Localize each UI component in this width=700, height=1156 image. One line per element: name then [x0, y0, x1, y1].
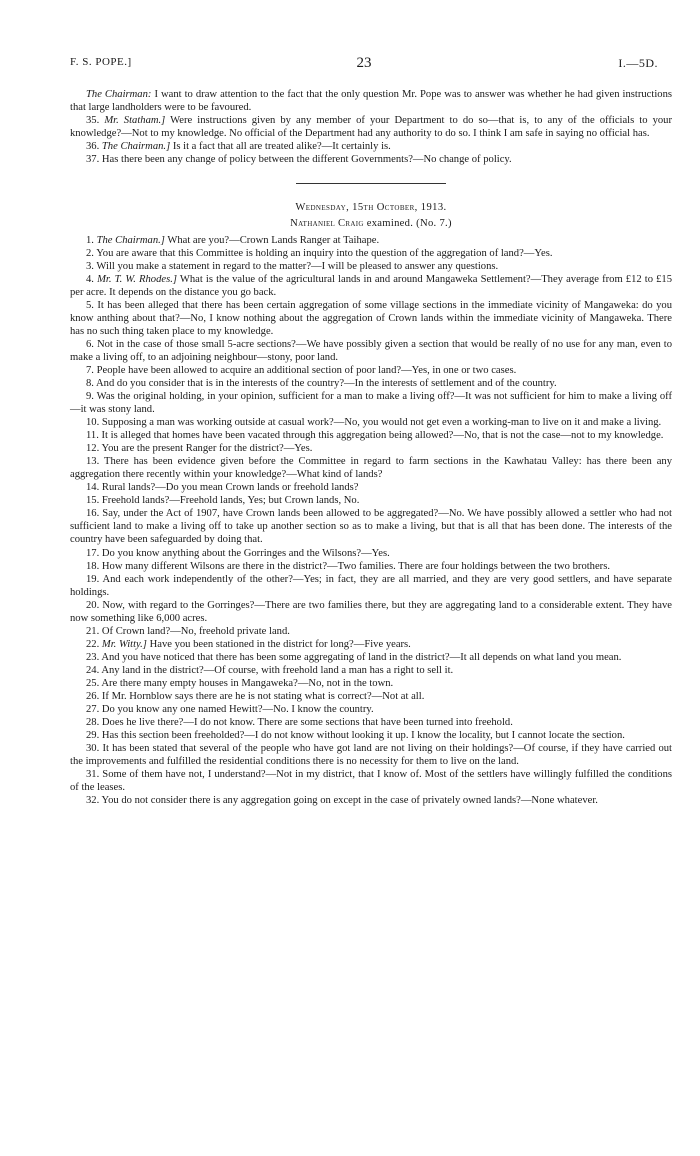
question-number: 15.: [86, 495, 100, 507]
question-number: 27.: [86, 703, 100, 715]
question-number: 4.: [86, 274, 94, 286]
testimony-text: It has been alleged that there has been certain aggregation of some village sections in the immediate vicinity of Mangaweka: do you know anthing about that?—No, I know nothing about the aggregation of Crown lands within the immediate vicinity of Mangaweka. There has no such thing taken place to my knowledge.: [70, 300, 672, 338]
question-number: 7.: [86, 365, 94, 377]
testimony-text: Say, under the Act of 1907, have Crown lands been allowed to be aggregated?—No. We have possibly allowed a settler who had not sufficient land to make a living off to take up another section so as to make a living, but that is all that has been done. The interests of the country have been safeguarded by doing that.: [70, 508, 672, 546]
testimony-paragraph: [70, 599, 672, 625]
question-number: 24.: [86, 664, 100, 676]
testimony-text: Have you been stationed in the district for long?—Five years.: [146, 638, 411, 650]
testimony-text: You do not consider there is any aggregation going on except in the case of privately owned lands?—None whatever.: [101, 794, 598, 806]
question-number: 10.: [86, 417, 100, 429]
question-number: 14.: [86, 482, 100, 494]
testimony-paragraph: [70, 416, 672, 429]
question-number: 25.: [86, 677, 100, 689]
question-number: 2.: [86, 248, 94, 260]
testimony-paragraph: [70, 140, 672, 153]
testimony-paragraph: [70, 625, 672, 638]
testimony-text: You are aware that this Committee is holding an inquiry into the question of the aggregation of land?—Yes.: [96, 248, 553, 260]
question-number: 28.: [86, 716, 100, 728]
testimony-paragraph: [70, 690, 672, 703]
testimony-text: Has this section been freeholded?—I do not know without looking it up. I know the locality, but I cannot locate the section.: [101, 729, 625, 741]
testimony-paragraph: [70, 88, 672, 114]
testimony-paragraph: [70, 429, 672, 442]
running-header: [70, 54, 658, 76]
testimony-paragraph: [70, 377, 672, 390]
testimony-paragraph: [70, 455, 672, 481]
testimony-text: Any land in the district?—Of course, with freehold land a man has a right to sell it.: [101, 664, 454, 676]
testimony-text: Do you know any one named Hewitt?—No. I know the country.: [101, 703, 374, 715]
testimony-text: Some of them have not, I understand?—Not in my district, that I know of. Most of the settlers have willingly fulfilled the conditions of the leases.: [70, 768, 672, 793]
question-number: 5.: [86, 300, 94, 312]
testimony-text: If Mr. Hornblow says there are he is not stating what is correct?—Not at all.: [101, 690, 425, 702]
witness-tag: F. S. POPE.]: [70, 56, 132, 68]
testimony-text: Not in the case of those small 5-acre sections?—We have possibly given a section that would be really of no use for any man, even to make a living off, to an adjoining neighbour—stony, poor land.: [70, 339, 673, 364]
question-number: 29.: [86, 729, 100, 741]
question-number: 31.: [86, 768, 100, 780]
testimony-paragraph: [70, 794, 672, 807]
question-number: 11.: [86, 430, 99, 442]
testimony-text: Is it a fact that all are treated alike?—It certainly is.: [170, 141, 391, 153]
testimony-text: You are the present Ranger for the district?—Yes.: [101, 443, 313, 455]
testimony-text: What are you?—Crown Lands Ranger at Taihape.: [164, 235, 380, 247]
page-number: 23: [356, 55, 372, 71]
testimony-text: Are there many empty houses in Mangaweka?—No, not in the town.: [101, 677, 394, 689]
question-number: 8.: [86, 378, 94, 390]
question-number: 19.: [86, 573, 100, 585]
speaker-name: Mr. T. W. Rhodes.]: [97, 274, 177, 286]
question-number: 26.: [86, 690, 100, 702]
testimony-text: People have been allowed to acquire an additional section of poor land?—Yes, in one or two cases.: [96, 365, 517, 377]
testimony-text: Does he live there?—I do not know. There are some sections that have been turned into freehold.: [101, 716, 513, 728]
testimony-text: What is the value of the agricultural lands in and around Mangaweka Settlement?—They average from £12 to £15 per acre. It depends on the distance you go back.: [70, 274, 672, 299]
evidence-body: [70, 88, 672, 807]
question-number: 17.: [86, 547, 100, 559]
testimony-paragraph: [70, 260, 672, 273]
testimony-text: Of Crown land?—No, freehold private land.: [101, 625, 290, 637]
testimony-text: There has been evidence given before the Committee in regard to farm sections in the Kawhatau Valley: has there been any aggregation there recently within your knowledge?—What kind of lands?: [70, 456, 672, 481]
section-divider: [296, 183, 446, 184]
question-number: 21.: [86, 625, 100, 637]
testimony-text: Freehold lands?—Freehold lands, Yes; but Crown lands, No.: [101, 495, 360, 507]
question-number: 12.: [86, 443, 100, 455]
testimony-paragraph: [70, 234, 672, 247]
testimony-paragraph: [70, 560, 672, 573]
speaker-name: The Chairman.]: [101, 141, 171, 153]
speaker-name: Mr. Witty.]: [101, 638, 147, 650]
testimony-paragraph: [70, 494, 672, 507]
testimony-paragraph: [70, 153, 672, 166]
testimony-paragraph: [70, 651, 672, 664]
testimony-text: Now, with regard to the Gorringes?—There are two families there, but they are aggregating land to a considerable extent. They have now something like 6,000 acres.: [70, 599, 672, 624]
testimony-paragraph: [70, 299, 672, 338]
witness-heading: [70, 217, 672, 230]
testimony-paragraph: [70, 729, 672, 742]
question-number: 36.: [86, 141, 100, 153]
question-number: 18.: [86, 560, 100, 572]
speaker-name: Mr. Statham.]: [104, 115, 166, 127]
testimony-paragraph: [70, 768, 672, 794]
testimony-paragraph: [70, 442, 672, 455]
testimony-paragraph: [70, 507, 672, 546]
speaker-name: The Chairman.]: [96, 235, 165, 247]
witness-name: Nathaniel Craig: [290, 218, 364, 230]
testimony-paragraph: [70, 481, 672, 494]
testimony-text: Rural lands?—Do you mean Crown lands or freehold lands?: [101, 482, 359, 494]
testimony-text: Supposing a man was working outside at casual work?—No, you would not get even a working-man to live on it and make a living.: [101, 417, 662, 429]
session-date: Wednesday, 15th October, 1913.: [295, 202, 447, 214]
testimony-text: Were instructions given by any member of your Department to do so—that is, to any of the officials to your knowledge?—Not to my knowledge. No official of the Department had any authority to do so. I think I am safe in saying no official has.: [70, 115, 672, 140]
testimony-text: Was the original holding, in your opinion, sufficient for a man to make a living off?—It was not sufficient for him to make a living off—it was stony land.: [70, 391, 672, 416]
question-number: 16.: [86, 508, 100, 520]
testimony-paragraph: [70, 664, 672, 677]
testimony-text: It is alleged that homes have been vacated through this aggregation being allowed?—No, that is not the case—not to my knowledge.: [101, 430, 664, 442]
testimony-paragraph: [70, 273, 672, 299]
question-number: 37.: [86, 154, 100, 166]
question-number: 9.: [86, 391, 94, 403]
testimony-text: It has been stated that several of the people who have got land are not living on their holdings?—Of course, if they have carried out the improvements and fulfilled the residential conditions there is no necessity for them to live on the land.: [70, 742, 672, 767]
question-number: 23.: [86, 651, 100, 663]
question-number: 20.: [86, 599, 100, 611]
question-number: 1.: [86, 235, 94, 247]
document-reference: I.—5D.: [618, 56, 658, 70]
testimony-paragraph: [70, 547, 672, 560]
testimony-text: And do you consider that is in the interests of the country?—In the interests of settlement and of the country.: [96, 378, 557, 390]
testimony-text: And each work independently of the other?—Yes; in fact, they are all married, and they are very good settlers, and have separate holdings.: [70, 573, 672, 598]
testimony-text: Do you know anything about the Gorringes and the Wilsons?—Yes.: [101, 547, 390, 559]
testimony-paragraph: [70, 716, 672, 729]
testimony-text: Has there been any change of policy between the different Governments?—No change of policy.: [101, 154, 512, 166]
testimony-paragraph: [70, 364, 672, 377]
question-number: 6.: [86, 339, 94, 351]
testimony-paragraph: [70, 114, 672, 140]
testimony-paragraph: [70, 573, 672, 599]
testimony-paragraph: [70, 638, 672, 651]
question-number: 13.: [86, 456, 100, 468]
testimony-paragraph: [70, 742, 672, 768]
question-number: 35.: [86, 115, 100, 127]
intro-section: [70, 88, 672, 166]
testimony-paragraph: [70, 247, 672, 260]
question-number: 30.: [86, 742, 100, 754]
qa-section: [70, 234, 672, 807]
testimony-paragraph: [70, 677, 672, 690]
testimony-paragraph: [70, 338, 672, 364]
testimony-text: How many different Wilsons are there in the district?—Two families. There are four holdings between the two brothers.: [101, 560, 610, 572]
testimony-paragraph: [70, 703, 672, 716]
testimony-text: I want to draw attention to the fact that the only question Mr. Pope was to answer was whether he had given instructions that large landholders were to be favoured.: [70, 89, 672, 114]
question-number: 3.: [86, 261, 94, 273]
testimony-paragraph: [70, 390, 672, 416]
question-number: 32.: [86, 794, 100, 806]
testimony-text: And you have noticed that there has been some aggregating of land in the district?—It all depends on what land you mean.: [101, 651, 622, 663]
question-number: 22.: [86, 638, 100, 650]
witness-examined: examined. (No. 7.): [363, 218, 452, 230]
testimony-text: Will you make a statement in regard to the matter?—I will be pleased to answer any questions.: [96, 261, 499, 273]
speaker-name: The Chairman:: [86, 89, 152, 100]
